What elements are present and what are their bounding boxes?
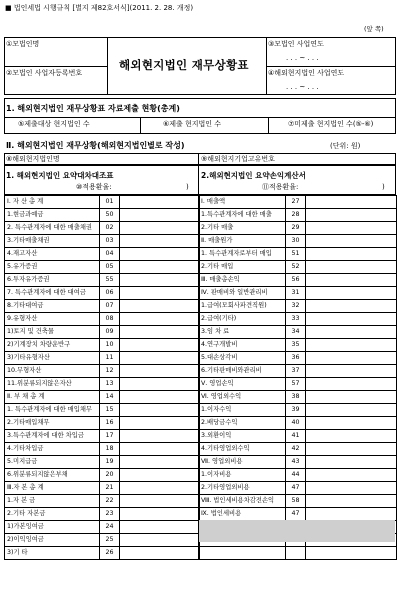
subsidiary-fiscal-year-label: ④해외현지법인 사업연도 — [268, 69, 345, 77]
subsidiary-fiscal-year-value: . . . ~ . . . — [286, 83, 319, 91]
balance-sheet-amount-field[interactable] — [120, 521, 200, 534]
income-statement-row — [199, 209, 397, 222]
balance-sheet-item-code: 03 — [100, 235, 120, 248]
income-statement-row — [199, 313, 397, 326]
income-statement-item-label: 2.기타영업외비용 — [199, 482, 286, 495]
income-statement-item-code: 41 — [286, 430, 306, 443]
balance-sheet-row — [5, 287, 200, 300]
income-statement-item-code: 39 — [286, 404, 306, 417]
income-statement-item-label: Ⅰ. 매출액 — [199, 196, 286, 209]
balance-sheet-item-label: 10.무형자산 — [5, 365, 100, 378]
balance-sheet-amount-field[interactable] — [120, 235, 200, 248]
balance-sheet-amount-field[interactable] — [120, 326, 200, 339]
balance-sheet-amount-field[interactable] — [120, 430, 200, 443]
income-statement-amount-field[interactable] — [306, 417, 397, 430]
income-statement-item-code: 47 — [286, 508, 306, 521]
income-statement-item-code: 42 — [286, 443, 306, 456]
income-statement-row — [199, 404, 397, 417]
balance-sheet-row — [5, 248, 200, 261]
subsidiary-id-box — [4, 153, 396, 165]
parent-fiscal-year-label: ③모법인 사업연도 — [268, 40, 324, 48]
income-statement-amount-field[interactable] — [306, 378, 397, 391]
statement-header-box — [4, 165, 396, 195]
balance-sheet-amount-field[interactable] — [120, 209, 200, 222]
income-statement-amount-field[interactable] — [306, 469, 397, 482]
income-statement-item-label: 1.이자수익 — [199, 404, 286, 417]
income-statement-item-label: 3.외환이익 — [199, 430, 286, 443]
income-statement-item-code: 38 — [286, 391, 306, 404]
subsidiary-id-label: ⑨해외현지기업고유번호 — [201, 155, 275, 163]
balance-sheet-item-label: Ⅰ. 자 산 총 계 — [5, 196, 100, 209]
balance-sheet-amount-field[interactable] — [120, 495, 200, 508]
income-statement-item-label: 4.연구개발비 — [199, 339, 286, 352]
balance-sheet-item-label: 4.기타차입금 — [5, 443, 100, 456]
balance-sheet-item-code: 06 — [100, 287, 120, 300]
income-statement-item-code: 36 — [286, 352, 306, 365]
income-statement-row — [199, 417, 397, 430]
balance-sheet-rate-paren: ) — [186, 183, 189, 191]
balance-sheet-item-label: 5.유가증권 — [5, 261, 100, 274]
income-statement-item-label: 1. 특수관계자로부터 매입 — [199, 248, 286, 261]
income-statement-amount-field[interactable] — [306, 365, 397, 378]
balance-sheet-amount-field[interactable] — [120, 300, 200, 313]
balance-sheet-item-code: 01 — [100, 196, 120, 209]
balance-sheet-row — [5, 482, 200, 495]
income-statement-item-code: 31 — [286, 287, 306, 300]
balance-sheet-item-code: 11 — [100, 352, 120, 365]
parent-fiscal-year-value: . . . ~ . . . — [286, 54, 319, 62]
income-statement-row — [199, 274, 397, 287]
income-statement-item-code: 30 — [286, 235, 306, 248]
income-statement-amount-field[interactable] — [306, 391, 397, 404]
balance-sheet-item-label: 3)기타유형자산 — [5, 352, 100, 365]
balance-sheet-amount-field[interactable] — [120, 313, 200, 326]
balance-sheet-amount-field[interactable] — [120, 352, 200, 365]
balance-sheet-item-code: 21 — [100, 482, 120, 495]
income-statement-row — [199, 391, 397, 404]
income-statement-item-label: 1.이자비용 — [199, 469, 286, 482]
income-statement-amount-field[interactable] — [306, 287, 397, 300]
income-statement-amount-field[interactable] — [306, 300, 397, 313]
income-statement-item-label: 2.급여(기타) — [199, 313, 286, 326]
balance-sheet-item-code: 23 — [100, 508, 120, 521]
balance-sheet-item-code: 07 — [100, 300, 120, 313]
balance-sheet-item-code: 55 — [100, 274, 120, 287]
income-statement-item-code: 37 — [286, 365, 306, 378]
balance-sheet-amount-field[interactable] — [120, 508, 200, 521]
balance-sheet-item-code: 17 — [100, 430, 120, 443]
submitted-count-label: ⑥제출 현지법인 수 — [163, 120, 222, 128]
balance-sheet-amount-field[interactable] — [120, 391, 200, 404]
balance-sheet-item-label: 9.유형자산 — [5, 313, 100, 326]
income-statement-amount-field[interactable] — [306, 274, 397, 287]
income-statement-amount-field[interactable] — [306, 404, 397, 417]
income-statement-amount-field[interactable] — [306, 209, 397, 222]
balance-sheet-item-code: 26 — [100, 547, 120, 560]
income-statement-row — [199, 378, 397, 391]
income-statement-item-code: 47 — [286, 482, 306, 495]
balance-sheet-item-label: 3)기 타 — [5, 547, 100, 560]
income-statement-item-label: 2.배당금수익 — [199, 417, 286, 430]
balance-sheet-amount-field[interactable] — [120, 222, 200, 235]
income-statement-item-label — [199, 547, 286, 560]
balance-sheet-item-label: Ⅱ. 부 채 총 계 — [5, 391, 100, 404]
balance-sheet-amount-field[interactable] — [120, 482, 200, 495]
form-title: 해외현지법인 재무상황표 — [119, 58, 249, 72]
balance-sheet-row — [5, 469, 200, 482]
balance-sheet-row — [5, 274, 200, 287]
balance-sheet-title: 1. 해외현지법인 요약대차대조표 — [6, 171, 114, 180]
balance-sheet-amount-field[interactable] — [120, 404, 200, 417]
income-statement-item-label: 1.급여(모회사파견직원) — [199, 300, 286, 313]
income-statement-amount-field[interactable] — [306, 443, 397, 456]
income-statement-row — [199, 365, 397, 378]
balance-sheet-item-label: 2.기타매입채무 — [5, 417, 100, 430]
balance-sheet-item-label: 3.특수관계자에 대한 차입금 — [5, 430, 100, 443]
balance-sheet-item-code: 24 — [100, 521, 120, 534]
income-statement-item-code: 34 — [286, 326, 306, 339]
balance-sheet-item-code: 50 — [100, 209, 120, 222]
income-statement-row — [199, 300, 397, 313]
balance-sheet-item-code: 14 — [100, 391, 120, 404]
section1-title: 1. 해외현지법인 재무상황표 자료제출 현황(총계) — [6, 104, 180, 113]
balance-sheet-row — [5, 352, 200, 365]
income-statement-row — [199, 248, 397, 261]
income-statement-item-label: 2.기타 매출 — [199, 222, 286, 235]
balance-sheet-amount-field[interactable] — [120, 456, 200, 469]
balance-sheet-row — [5, 417, 200, 430]
section2-title: Ⅱ. 해외현지법인 재무상황(해외현지법인별로 작성) — [6, 141, 185, 150]
balance-sheet-amount-field[interactable] — [120, 339, 200, 352]
income-statement-row — [199, 287, 397, 300]
balance-sheet-amount-field[interactable] — [120, 287, 200, 300]
balance-sheet-row — [5, 222, 200, 235]
income-statement-table — [198, 195, 397, 560]
balance-sheet-item-code: 18 — [100, 443, 120, 456]
balance-sheet-row — [5, 495, 200, 508]
income-statement-row — [199, 339, 397, 352]
income-statement-amount-field[interactable] — [306, 482, 397, 495]
balance-sheet-item-label: 6.투자유가증권 — [5, 274, 100, 287]
income-statement-item-code — [286, 547, 306, 560]
income-statement-item-label: 1.특수관계자에 대한 매출 — [199, 209, 286, 222]
balance-sheet-row — [5, 300, 200, 313]
form-caption: ■ 법인세법 시행규칙 [별지 제82호서식](2011. 2. 28. 개정) — [5, 4, 194, 12]
balance-sheet-row — [5, 365, 200, 378]
balance-sheet-amount-field[interactable] — [120, 248, 200, 261]
income-statement-item-label: 4.기타영업외수익 — [199, 443, 286, 456]
balance-sheet-amount-field[interactable] — [120, 469, 200, 482]
income-statement-amount-field[interactable] — [306, 196, 397, 209]
balance-sheet-amount-field[interactable] — [120, 365, 200, 378]
income-statement-amount-field[interactable] — [306, 326, 397, 339]
balance-sheet-row — [5, 391, 200, 404]
balance-sheet-item-label: 2.기타 자본금 — [5, 508, 100, 521]
balance-sheet-row — [5, 404, 200, 417]
income-statement-amount-field[interactable] — [306, 339, 397, 352]
balance-sheet-row — [5, 547, 200, 560]
balance-sheet-amount-field[interactable] — [120, 547, 200, 560]
balance-sheet-row — [5, 430, 200, 443]
income-statement-row — [199, 508, 397, 521]
income-statement-row — [199, 456, 397, 469]
balance-sheet-row — [5, 209, 200, 222]
balance-sheet-item-code: 15 — [100, 404, 120, 417]
income-statement-item-code: 44 — [286, 469, 306, 482]
balance-sheet-row — [5, 313, 200, 326]
income-statement-row — [199, 261, 397, 274]
balance-sheet-item-label: 1.현금과예금 — [5, 209, 100, 222]
balance-sheet-item-code: 22 — [100, 495, 120, 508]
balance-sheet-row — [5, 196, 200, 209]
balance-sheet-item-label: 11.위분류되지않은자산 — [5, 378, 100, 391]
balance-sheet-item-code: 10 — [100, 339, 120, 352]
balance-sheet-item-label: 8.기타대여금 — [5, 300, 100, 313]
income-statement-item-label: Ⅲ. 매출총손익 — [199, 274, 286, 287]
balance-sheet-row — [5, 326, 200, 339]
parent-corp-name-label: ①모법인명 — [6, 40, 40, 48]
parent-corp-reg-label: ②모법인 사업자등록번호 — [6, 69, 83, 77]
unsubmitted-count-label: ⑦미제출 현지법인 수(⑤-⑥) — [288, 120, 374, 128]
income-statement-item-label: 5.대손상각비 — [199, 352, 286, 365]
income-statement-rate-paren: ) — [382, 183, 385, 191]
income-statement-amount-field[interactable] — [306, 235, 397, 248]
income-statement-item-label: Ⅱ. 매출원가 — [199, 235, 286, 248]
balance-sheet-row — [5, 521, 200, 534]
balance-sheet-row — [5, 508, 200, 521]
income-statement-amount-field[interactable] — [306, 495, 397, 508]
balance-sheet-row — [5, 443, 200, 456]
income-statement-item-label: Ⅳ. 판매비와 일반관리비 — [199, 287, 286, 300]
balance-sheet-table — [4, 195, 200, 560]
income-statement-item-label: Ⅵ. 영업외수익 — [199, 391, 286, 404]
balance-sheet-item-code: 13 — [100, 378, 120, 391]
income-statement-row — [199, 495, 397, 508]
balance-sheet-item-code: 12 — [100, 365, 120, 378]
income-statement-item-code: 51 — [286, 248, 306, 261]
income-statement-title: 2.해외현지법인 요약손익계산서 — [201, 171, 306, 180]
page-side-note: (앞 쪽) — [364, 25, 384, 33]
balance-sheet-amount-field[interactable] — [120, 534, 200, 547]
balance-sheet-row — [5, 378, 200, 391]
balance-sheet-item-label: 2. 특수관계자에 대한 매출채권 — [5, 222, 100, 235]
income-statement-exchange-rate: ⑪적용환율: — [262, 183, 299, 191]
income-statement-row — [199, 547, 397, 560]
income-statement-item-label: 3.임 차 료 — [199, 326, 286, 339]
balance-sheet-item-code: 08 — [100, 313, 120, 326]
balance-sheet-item-code: 05 — [100, 261, 120, 274]
balance-sheet-amount-field[interactable] — [120, 443, 200, 456]
income-statement-amount-field[interactable] — [306, 261, 397, 274]
income-statement-amount-field[interactable] — [306, 352, 397, 365]
income-statement-amount-field[interactable] — [306, 430, 397, 443]
income-statement-item-code: 57 — [286, 378, 306, 391]
balance-sheet-item-label: 6.위분류되지않은부채 — [5, 469, 100, 482]
balance-sheet-item-label: Ⅲ.자 본 총 계 — [5, 482, 100, 495]
balance-sheet-row — [5, 534, 200, 547]
balance-sheet-item-label: 1. 특수관계자에 대한 매입채무 — [5, 404, 100, 417]
balance-sheet-item-label: 2)이익잉여금 — [5, 534, 100, 547]
balance-sheet-amount-field[interactable] — [120, 417, 200, 430]
income-statement-item-code: 28 — [286, 209, 306, 222]
balance-sheet-item-label: 7. 특수관계자에 대한 대여금 — [5, 287, 100, 300]
balance-sheet-amount-field[interactable] — [120, 274, 200, 287]
balance-sheet-row — [5, 261, 200, 274]
unit-note: (단위: 원) — [330, 142, 361, 150]
income-statement-item-label: Ⅴ. 영업손익 — [199, 378, 286, 391]
balance-sheet-item-code: 20 — [100, 469, 120, 482]
income-statement-amount-field[interactable] — [306, 222, 397, 235]
balance-sheet-item-code: 19 — [100, 456, 120, 469]
balance-sheet-amount-field[interactable] — [120, 378, 200, 391]
income-statement-row — [199, 443, 397, 456]
income-statement-row — [199, 222, 397, 235]
income-statement-item-code: 35 — [286, 339, 306, 352]
balance-sheet-amount-field[interactable] — [120, 196, 200, 209]
income-statement-row — [199, 352, 397, 365]
income-statement-item-code: 33 — [286, 313, 306, 326]
income-statement-item-code: 52 — [286, 261, 306, 274]
balance-sheet-item-label: 1)가본잉여금 — [5, 521, 100, 534]
balance-sheet-amount-field[interactable] — [120, 261, 200, 274]
income-statement-item-label: 6.기타판매비와관리비 — [199, 365, 286, 378]
balance-sheet-item-code: 25 — [100, 534, 120, 547]
income-statement-item-code: 56 — [286, 274, 306, 287]
unused-shaded-rows — [199, 520, 395, 542]
income-statement-item-code: 32 — [286, 300, 306, 313]
balance-sheet-item-label: 2)기계장치 차량운반구 — [5, 339, 100, 352]
income-statement-item-code: 27 — [286, 196, 306, 209]
income-statement-amount-field[interactable] — [306, 508, 397, 521]
income-statement-item-code: 58 — [286, 495, 306, 508]
balance-sheet-item-label: 3.기타매출채권 — [5, 235, 100, 248]
income-statement-item-label: 2.기타 매입 — [199, 261, 286, 274]
balance-sheet-row — [5, 235, 200, 248]
income-statement-row — [199, 196, 397, 209]
balance-sheet-item-code: 09 — [100, 326, 120, 339]
income-statement-row — [199, 469, 397, 482]
income-statement-item-label: Ⅸ. 법인세비용 — [199, 508, 286, 521]
income-statement-row — [199, 326, 397, 339]
balance-sheet-exchange-rate: ⑩적용환율: — [76, 183, 112, 191]
subsidiary-name-label: ⑧해외현지법인명 — [6, 155, 60, 163]
income-statement-row — [199, 430, 397, 443]
income-statement-amount-field[interactable] — [306, 313, 397, 326]
income-statement-item-code: 43 — [286, 456, 306, 469]
income-statement-amount-field[interactable] — [306, 456, 397, 469]
balance-sheet-item-label: 1.자 본 금 — [5, 495, 100, 508]
balance-sheet-row — [5, 339, 200, 352]
balance-sheet-item-label: 5.미지급금 — [5, 456, 100, 469]
balance-sheet-item-label: 4.재고자산 — [5, 248, 100, 261]
target-count-label: ⑤제출대상 현지법인 수 — [18, 120, 90, 128]
income-statement-amount-field[interactable] — [306, 547, 397, 560]
income-statement-item-label: Ⅶ. 영업외비용 — [199, 456, 286, 469]
balance-sheet-row — [5, 456, 200, 469]
balance-sheet-item-code: 04 — [100, 248, 120, 261]
balance-sheet-item-label: 1)토지 및 건축물 — [5, 326, 100, 339]
income-statement-amount-field[interactable] — [306, 248, 397, 261]
income-statement-item-code: 40 — [286, 417, 306, 430]
income-statement-row — [199, 235, 397, 248]
balance-sheet-item-code: 16 — [100, 417, 120, 430]
income-statement-item-code: 29 — [286, 222, 306, 235]
income-statement-row — [199, 482, 397, 495]
income-statement-item-label: Ⅷ. 법인세비용차감전손익 — [199, 495, 286, 508]
balance-sheet-item-code: 02 — [100, 222, 120, 235]
